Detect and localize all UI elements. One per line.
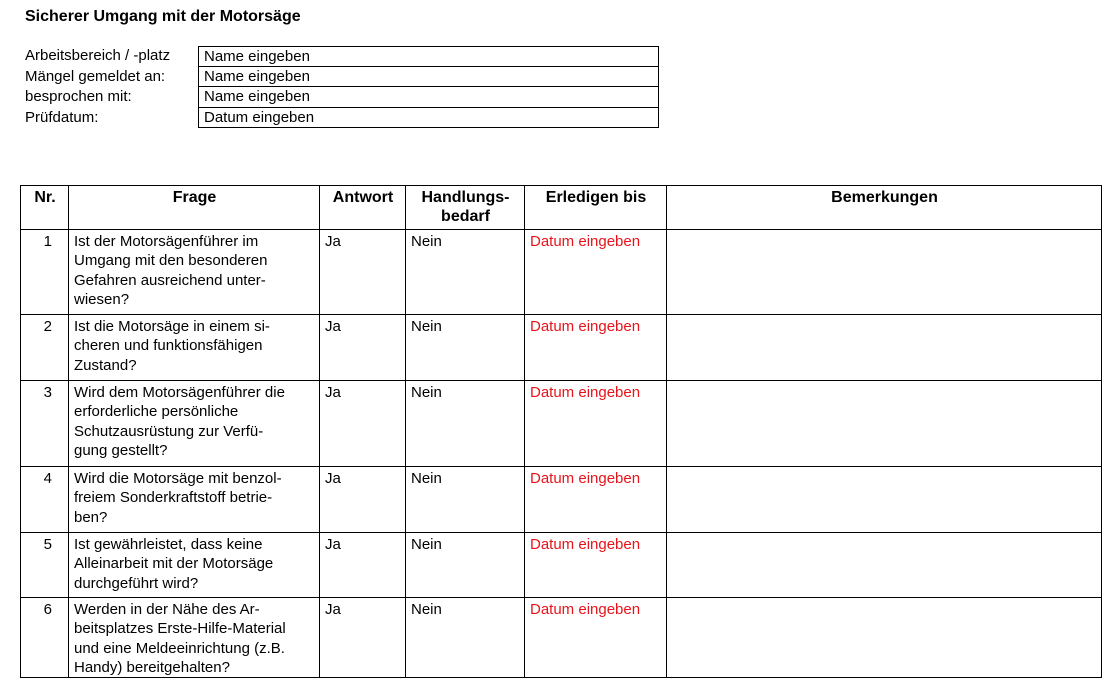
pruefdatum-label: Prüfdatum: [25,108,99,126]
checklist-table [20,185,1102,678]
erledigen-bis-date-field[interactable]: Datum eingeben [525,533,667,598]
question-cell [69,467,320,533]
question-line: durchgeführt wird? [74,574,199,592]
erledigen-bis-date-field[interactable]: Datum eingeben [525,230,667,315]
handlungsbedarf-option-nein[interactable]: Nein [406,315,525,381]
row-number: 3 [21,381,69,467]
bemerkungen-field[interactable] [667,230,1102,315]
besprochen-mit-field[interactable]: Name eingeben [198,87,659,108]
erledigen-bis-date-field[interactable]: Datum eingeben [525,381,667,467]
besprochen-mit-label: besprochen mit: [25,88,132,105]
question-line: beitsplatzes Erste-Hilfe-Material [74,620,286,638]
header-handlungsbedarf-line1: Handlungs- [421,189,510,206]
table-row [21,230,1102,315]
maengel-gemeldet-label: Mängel gemeldet an: [25,67,166,85]
handlungsbedarf-option-nein[interactable]: Nein [406,598,525,678]
question-line: Ist die Motorsäge in einem si- [74,318,270,335]
question-line: gung gestellt? [74,441,168,459]
answer-option-ja[interactable]: Ja [320,381,406,467]
question-line: Wird die Motorsäge mit benzol- [74,470,282,487]
header-nr: Nr. [21,186,69,230]
header-erledigen-bis: Erledigen bis [525,186,667,230]
question-line: und eine Meldeeinrichtung (z.B. [74,639,285,657]
question-cell [69,381,320,467]
table-row [21,467,1102,533]
question-line: Schutzausrüstung zur Verfü- [74,422,264,440]
bemerkungen-field[interactable] [667,598,1102,678]
header-handlungsbedarf [406,186,525,230]
erledigen-bis-date-field[interactable]: Datum eingeben [525,467,667,533]
meta-row-besprochen [25,87,659,108]
row-number: 4 [21,467,69,533]
handlungsbedarf-option-nein[interactable]: Nein [406,381,525,467]
question-line: Handy) bereitgehalten? [74,658,230,676]
header-frage: Frage [69,186,320,230]
meta-row-maengel [25,67,659,88]
question-line: Wird dem Motorsägenführer die [74,384,285,401]
answer-option-ja[interactable]: Ja [320,315,406,381]
row-number: 5 [21,533,69,598]
question-line: Gefahren ausreichend unter- [74,271,266,289]
row-number: 1 [21,230,69,315]
header-handlungsbedarf-line2: bedarf [441,208,490,225]
bemerkungen-field[interactable] [667,381,1102,467]
erledigen-bis-date-field[interactable]: Datum eingeben [525,315,667,381]
row-number: 2 [21,315,69,381]
meta-row-arbeitsbereich [25,46,659,67]
question-line: Umgang mit den besonderen [74,252,268,270]
question-line: erforderliche persönliche [74,403,239,421]
question-line: Alleinarbeit mit der Motorsäge [74,555,274,573]
pruefdatum-field[interactable]: Datum eingeben [198,108,659,129]
handlungsbedarf-option-nein[interactable]: Nein [406,230,525,315]
handlungsbedarf-option-nein[interactable]: Nein [406,467,525,533]
answer-option-ja[interactable]: Ja [320,467,406,533]
question-cell [69,533,320,598]
bemerkungen-field[interactable] [667,315,1102,381]
answer-option-ja[interactable]: Ja [320,230,406,315]
erledigen-bis-date-field[interactable]: Datum eingeben [525,598,667,678]
answer-option-ja[interactable]: Ja [320,533,406,598]
answer-option-ja[interactable]: Ja [320,598,406,678]
header-bemerkungen: Bemerkungen [667,186,1102,230]
handlungsbedarf-option-nein[interactable]: Nein [406,533,525,598]
bemerkungen-field[interactable] [667,467,1102,533]
question-line: Ist der Motorsägenführer im [74,233,259,250]
question-line: cheren und funktionsfähigen [74,337,263,355]
question-line: Werden in der Nähe des Ar- [74,601,260,618]
question-cell [69,230,320,315]
question-line: Zustand? [74,356,137,374]
header-antwort: Antwort [320,186,406,230]
table-row [21,533,1102,598]
question-line: freiem Sonderkraftstoff betrie- [74,489,273,507]
table-row [21,381,1102,467]
bemerkungen-field[interactable] [667,533,1102,598]
meta-row-pruefdatum [25,108,659,129]
page-title: Sicherer Umgang mit der Motorsäge [25,8,301,25]
question-line: ben? [74,508,108,526]
meta-fields [25,46,659,128]
row-number: 6 [21,598,69,678]
question-cell [69,315,320,381]
question-cell [69,598,320,678]
maengel-gemeldet-field[interactable]: Name eingeben [198,67,659,88]
table-row [21,315,1102,381]
question-line: Ist gewährleistet, dass keine [74,536,263,553]
arbeitsbereich-field[interactable]: Name eingeben [198,46,659,67]
table-row [21,598,1102,678]
table-header-row [21,186,1102,230]
question-line: wiesen? [74,290,130,308]
arbeitsbereich-label: Arbeitsbereich / -platz [25,47,171,64]
